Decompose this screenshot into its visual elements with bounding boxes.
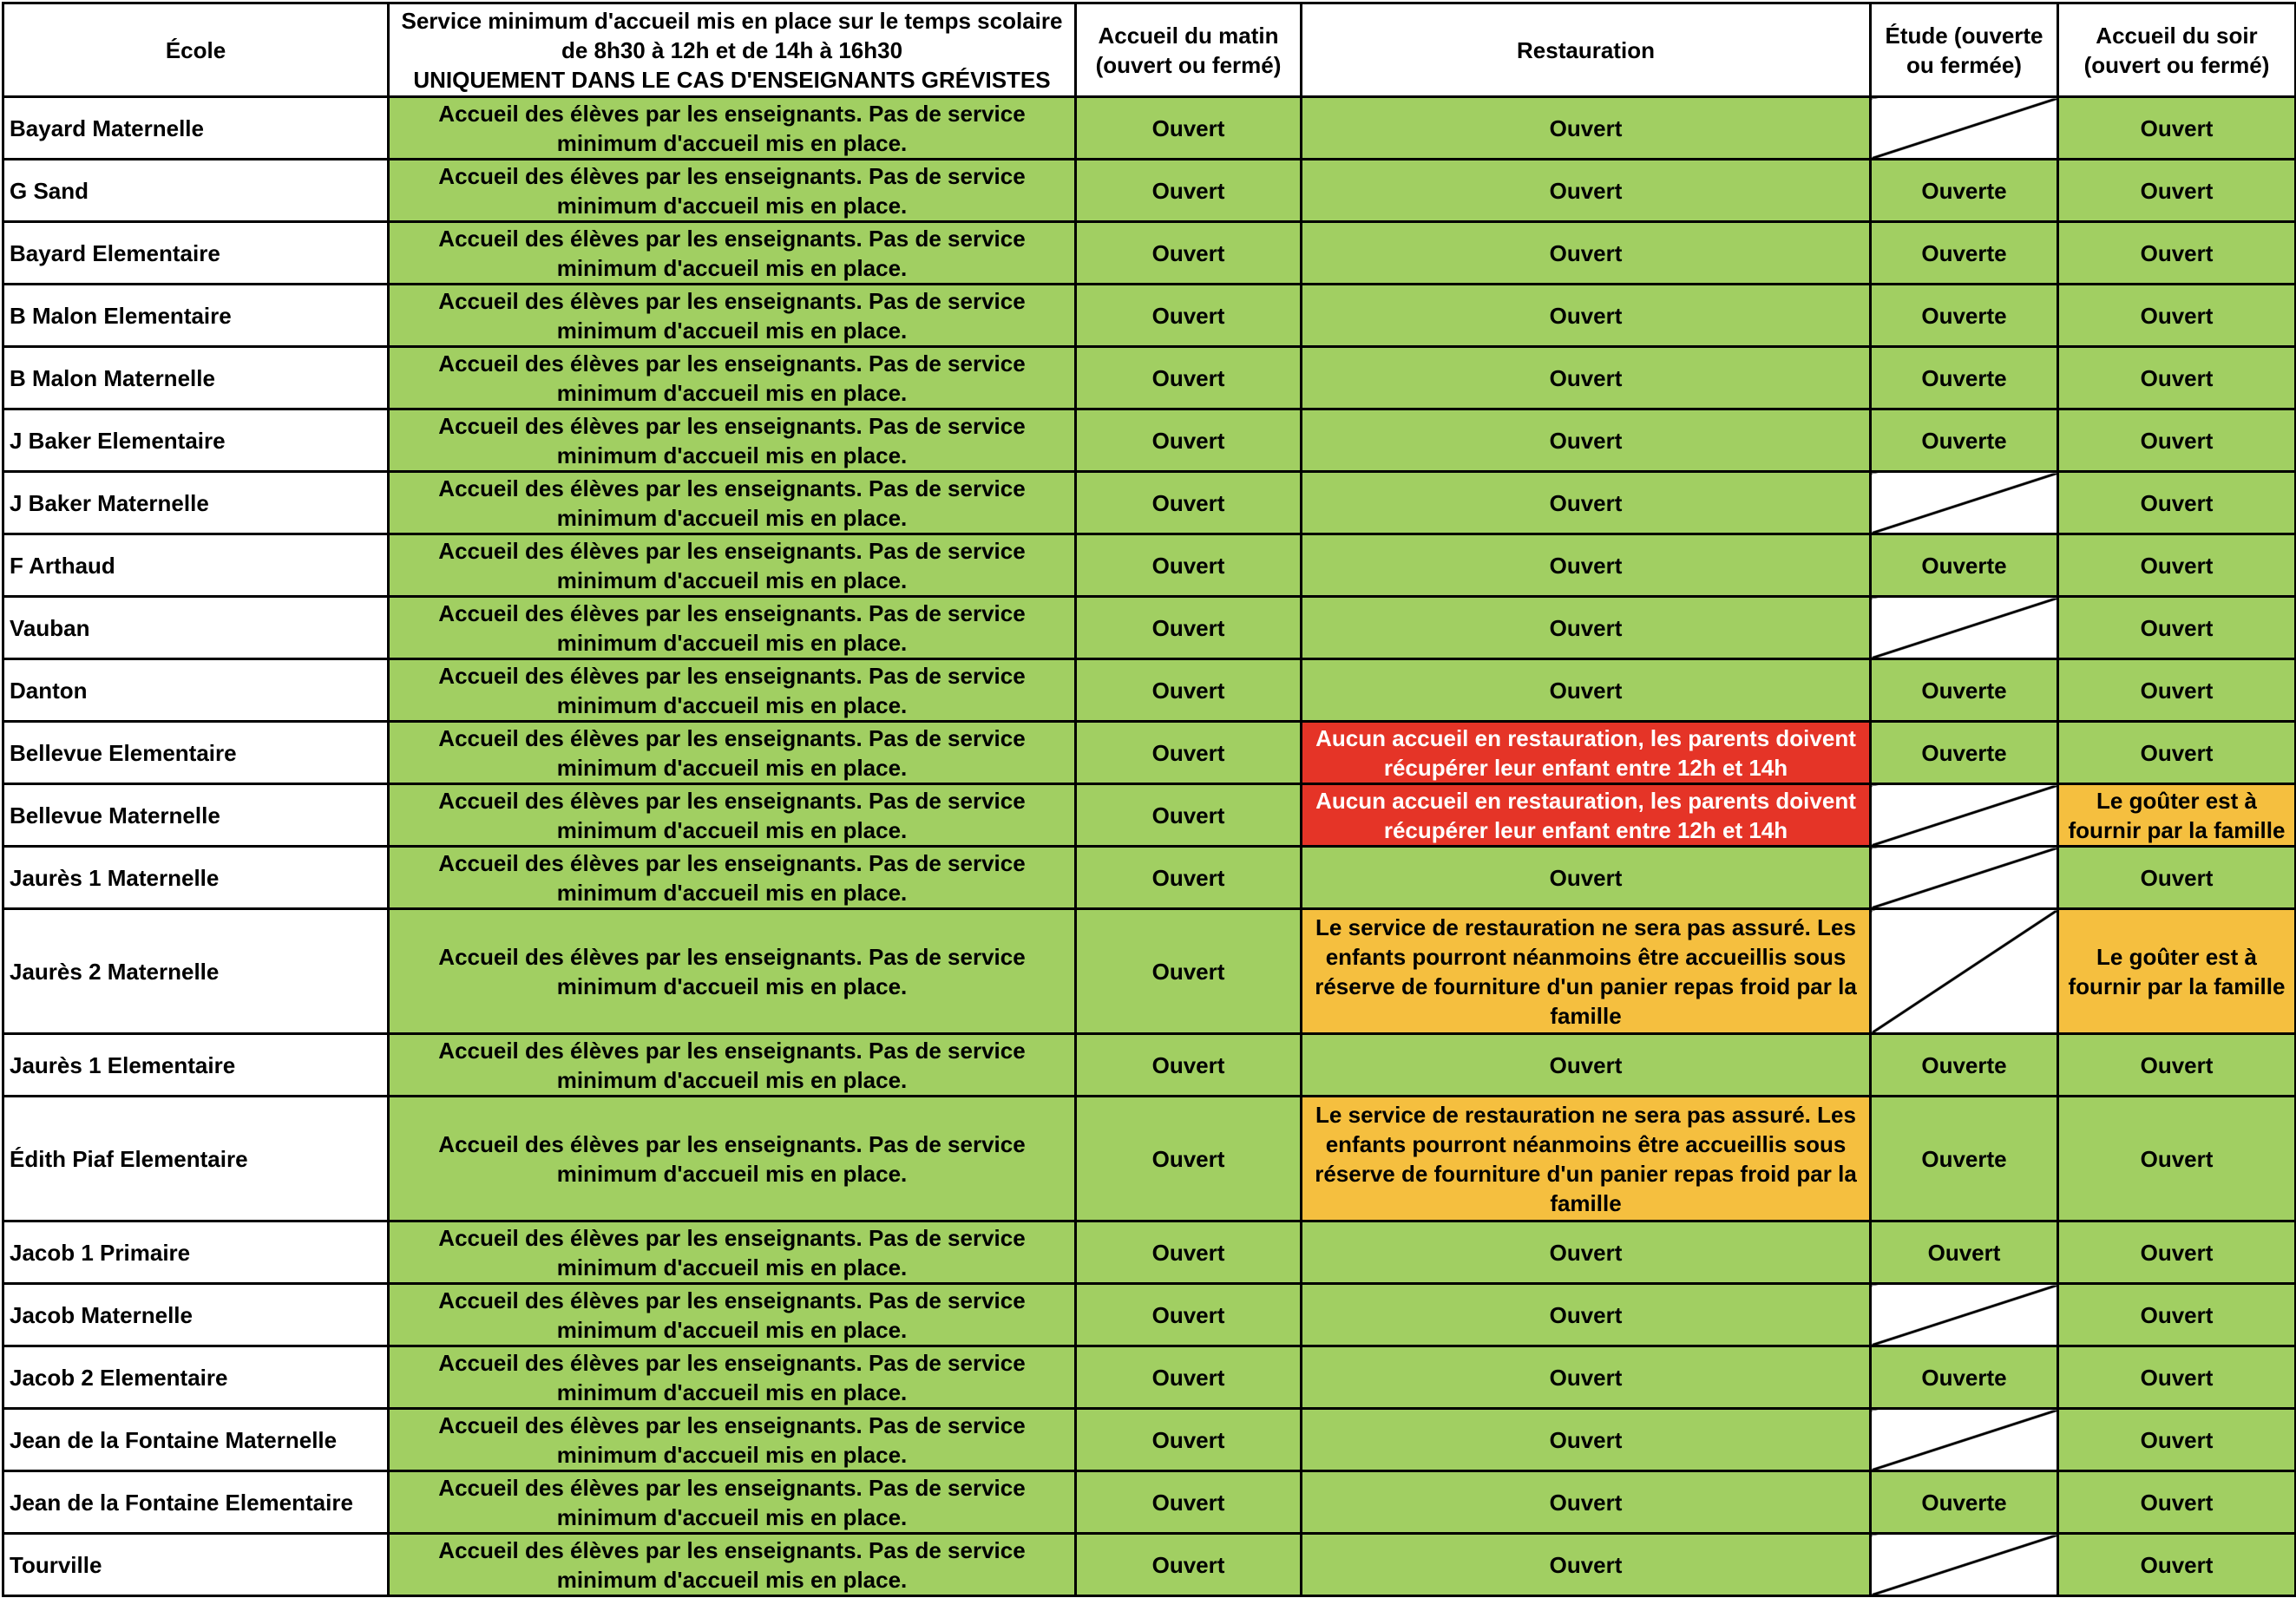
header-restauration: Restauration <box>1302 3 1871 97</box>
school-name: J Baker Elementaire <box>3 409 389 472</box>
table-row <box>3 1471 2296 1534</box>
table-row <box>3 659 2296 722</box>
etude-not-applicable <box>1871 597 2058 659</box>
school-name: Jacob 1 Primaire <box>3 1221 389 1284</box>
service-minimum-cell: Accueil des élèves par les enseignants. Pas de service minimum d'accueil mis en place. <box>389 97 1076 160</box>
service-minimum-cell: Accueil des élèves par les enseignants. Pas de service minimum d'accueil mis en place. <box>389 1409 1076 1471</box>
school-name: Tourville <box>3 1534 389 1596</box>
service-minimum-cell: Accueil des élèves par les enseignants. Pas de service minimum d'accueil mis en place. <box>389 597 1076 659</box>
restauration-cell: Ouvert <box>1302 409 1871 472</box>
restauration-cell: Ouvert <box>1302 1471 1871 1534</box>
restauration-cell: Ouvert <box>1302 472 1871 534</box>
restauration-cell: Ouvert <box>1302 1346 1871 1409</box>
table-row <box>3 847 2296 909</box>
school-name: Bellevue Maternelle <box>3 784 389 847</box>
service-minimum-cell: Accueil des élèves par les enseignants. Pas de service minimum d'accueil mis en place. <box>389 534 1076 597</box>
service-minimum-cell: Accueil des élèves par les enseignants. Pas de service minimum d'accueil mis en place. <box>389 285 1076 347</box>
morning-cell: Ouvert <box>1076 659 1302 722</box>
etude-cell: Ouverte <box>1871 222 2058 285</box>
evening-cell: Ouvert <box>2058 847 2296 909</box>
header-service-line3: UNIQUEMENT DANS LE CAS D'ENSEIGNANTS GRÉVISTES <box>413 66 1051 93</box>
evening-cell: Ouvert <box>2058 659 2296 722</box>
table-row <box>3 97 2296 160</box>
school-name: Jaurès 2 Maternelle <box>3 909 389 1034</box>
school-name: Bayard Maternelle <box>3 97 389 160</box>
school-name: Bellevue Elementaire <box>3 722 389 784</box>
service-minimum-cell: Accueil des élèves par les enseignants. Pas de service minimum d'accueil mis en place. <box>389 222 1076 285</box>
service-minimum-cell: Accueil des élèves par les enseignants. Pas de service minimum d'accueil mis en place. <box>389 909 1076 1034</box>
service-minimum-cell: Accueil des élèves par les enseignants. Pas de service minimum d'accueil mis en place. <box>389 722 1076 784</box>
service-minimum-cell: Accueil des élèves par les enseignants. Pas de service minimum d'accueil mis en place. <box>389 1471 1076 1534</box>
morning-cell: Ouvert <box>1076 160 1302 222</box>
header-service-line2: de 8h30 à 12h et de 14h à 16h30 <box>561 36 903 63</box>
morning-cell: Ouvert <box>1076 347 1302 409</box>
etude-not-applicable <box>1871 847 2058 909</box>
etude-cell: Ouverte <box>1871 1471 2058 1534</box>
restauration-cell: Ouvert <box>1302 1284 1871 1346</box>
table-row <box>3 285 2296 347</box>
evening-gouter-cell: Le goûter est à fournir par la famille <box>2058 909 2296 1034</box>
header-evening: Accueil du soir (ouvert ou fermé) <box>2058 3 2296 97</box>
etude-cell: Ouvert <box>1871 1221 2058 1284</box>
etude-cell: Ouverte <box>1871 722 2058 784</box>
morning-cell: Ouvert <box>1076 847 1302 909</box>
etude-cell: Ouverte <box>1871 659 2058 722</box>
evening-cell: Ouvert <box>2058 597 2296 659</box>
etude-not-applicable <box>1871 472 2058 534</box>
restauration-cell: Ouvert <box>1302 1409 1871 1471</box>
morning-cell: Ouvert <box>1076 222 1302 285</box>
school-name: Jean de la Fontaine Elementaire <box>3 1471 389 1534</box>
restauration-cell: Ouvert <box>1302 534 1871 597</box>
table-row <box>3 1284 2296 1346</box>
restauration-cell: Ouvert <box>1302 659 1871 722</box>
table-row <box>3 909 2296 1034</box>
evening-gouter-cell: Le goûter est à fournir par la famille <box>2058 784 2296 847</box>
morning-cell: Ouvert <box>1076 1534 1302 1596</box>
morning-cell: Ouvert <box>1076 472 1302 534</box>
evening-cell: Ouvert <box>2058 1034 2296 1097</box>
header-service-line1: Service minimum d'accueil mis en place sur le temps scolaire <box>401 7 1063 34</box>
service-minimum-cell: Accueil des élèves par les enseignants. Pas de service minimum d'accueil mis en place. <box>389 1097 1076 1221</box>
restauration-closed-cell: Aucun accueil en restauration, les parents doivent récupérer leur enfant entre 12h et 14h <box>1302 722 1871 784</box>
school-name: G Sand <box>3 160 389 222</box>
restauration-cell: Ouvert <box>1302 285 1871 347</box>
table-row <box>3 722 2296 784</box>
school-name: Jacob 2 Elementaire <box>3 1346 389 1409</box>
school-name: B Malon Maternelle <box>3 347 389 409</box>
table-row <box>3 1409 2296 1471</box>
school-name: J Baker Maternelle <box>3 472 389 534</box>
etude-cell: Ouverte <box>1871 285 2058 347</box>
header-morning: Accueil du matin (ouvert ou fermé) <box>1076 3 1302 97</box>
restauration-cell: Ouvert <box>1302 347 1871 409</box>
school-name: Vauban <box>3 597 389 659</box>
morning-cell: Ouvert <box>1076 409 1302 472</box>
etude-not-applicable <box>1871 1534 2058 1596</box>
evening-cell: Ouvert <box>2058 1221 2296 1284</box>
service-minimum-cell: Accueil des élèves par les enseignants. Pas de service minimum d'accueil mis en place. <box>389 1534 1076 1596</box>
service-minimum-cell: Accueil des élèves par les enseignants. Pas de service minimum d'accueil mis en place. <box>389 472 1076 534</box>
table-row <box>3 534 2296 597</box>
evening-cell: Ouvert <box>2058 1409 2296 1471</box>
table-row <box>3 347 2296 409</box>
restauration-cell: Ouvert <box>1302 597 1871 659</box>
etude-not-applicable <box>1871 1284 2058 1346</box>
etude-cell: Ouverte <box>1871 1034 2058 1097</box>
school-services-table <box>2 2 2296 1597</box>
table-row <box>3 409 2296 472</box>
header-row <box>3 3 2296 97</box>
school-name: Jaurès 1 Elementaire <box>3 1034 389 1097</box>
morning-cell: Ouvert <box>1076 784 1302 847</box>
restauration-cell: Ouvert <box>1302 1221 1871 1284</box>
morning-cell: Ouvert <box>1076 97 1302 160</box>
evening-cell: Ouvert <box>2058 1471 2296 1534</box>
table-row <box>3 222 2296 285</box>
evening-cell: Ouvert <box>2058 1346 2296 1409</box>
table-row <box>3 1034 2296 1097</box>
etude-not-applicable <box>1871 909 2058 1034</box>
table-row <box>3 1534 2296 1596</box>
evening-cell: Ouvert <box>2058 160 2296 222</box>
evening-cell: Ouvert <box>2058 534 2296 597</box>
table-row <box>3 1221 2296 1284</box>
school-name: Jaurès 1 Maternelle <box>3 847 389 909</box>
evening-cell: Ouvert <box>2058 347 2296 409</box>
restauration-cell: Ouvert <box>1302 160 1871 222</box>
school-name: F Arthaud <box>3 534 389 597</box>
restauration-cell: Ouvert <box>1302 1534 1871 1596</box>
evening-cell: Ouvert <box>2058 472 2296 534</box>
header-etude: Étude (ouverte ou fermée) <box>1871 3 2058 97</box>
table-row <box>3 1097 2296 1221</box>
header-school: École <box>3 3 389 97</box>
morning-cell: Ouvert <box>1076 1034 1302 1097</box>
table-row <box>3 784 2296 847</box>
morning-cell: Ouvert <box>1076 1346 1302 1409</box>
service-minimum-cell: Accueil des élèves par les enseignants. Pas de service minimum d'accueil mis en place. <box>389 847 1076 909</box>
etude-cell: Ouverte <box>1871 347 2058 409</box>
table-row <box>3 160 2296 222</box>
etude-cell: Ouverte <box>1871 1097 2058 1221</box>
restauration-cell: Ouvert <box>1302 222 1871 285</box>
evening-cell: Ouvert <box>2058 1284 2296 1346</box>
table-row <box>3 597 2296 659</box>
etude-cell: Ouverte <box>1871 160 2058 222</box>
morning-cell: Ouvert <box>1076 534 1302 597</box>
service-minimum-cell: Accueil des élèves par les enseignants. Pas de service minimum d'accueil mis en place. <box>389 1284 1076 1346</box>
school-name: Danton <box>3 659 389 722</box>
morning-cell: Ouvert <box>1076 597 1302 659</box>
evening-cell: Ouvert <box>2058 285 2296 347</box>
evening-cell: Ouvert <box>2058 409 2296 472</box>
morning-cell: Ouvert <box>1076 1409 1302 1471</box>
etude-cell: Ouverte <box>1871 1346 2058 1409</box>
restauration-panier-cell: Le service de restauration ne sera pas assuré. Les enfants pourront néanmoins être accueillis sous réserve de fourniture d'un panier repas froid par la famille <box>1302 909 1871 1034</box>
etude-not-applicable <box>1871 1409 2058 1471</box>
evening-cell: Ouvert <box>2058 722 2296 784</box>
etude-not-applicable <box>1871 784 2058 847</box>
evening-cell: Ouvert <box>2058 1097 2296 1221</box>
service-minimum-cell: Accueil des élèves par les enseignants. Pas de service minimum d'accueil mis en place. <box>389 1346 1076 1409</box>
header-service-minimum <box>389 3 1076 97</box>
school-name: Bayard Elementaire <box>3 222 389 285</box>
service-minimum-cell: Accueil des élèves par les enseignants. Pas de service minimum d'accueil mis en place. <box>389 347 1076 409</box>
school-name: Édith Piaf Elementaire <box>3 1097 389 1221</box>
morning-cell: Ouvert <box>1076 1097 1302 1221</box>
morning-cell: Ouvert <box>1076 1471 1302 1534</box>
table-row <box>3 472 2296 534</box>
service-minimum-cell: Accueil des élèves par les enseignants. Pas de service minimum d'accueil mis en place. <box>389 784 1076 847</box>
etude-cell: Ouverte <box>1871 409 2058 472</box>
service-minimum-cell: Accueil des élèves par les enseignants. Pas de service minimum d'accueil mis en place. <box>389 659 1076 722</box>
etude-cell: Ouverte <box>1871 534 2058 597</box>
etude-not-applicable <box>1871 97 2058 160</box>
morning-cell: Ouvert <box>1076 285 1302 347</box>
restauration-panier-cell: Le service de restauration ne sera pas assuré. Les enfants pourront néanmoins être accueillis sous réserve de fourniture d'un panier repas froid par la famille <box>1302 1097 1871 1221</box>
school-name: Jean de la Fontaine Maternelle <box>3 1409 389 1471</box>
school-name: Jacob Maternelle <box>3 1284 389 1346</box>
evening-cell: Ouvert <box>2058 222 2296 285</box>
service-minimum-cell: Accueil des élèves par les enseignants. Pas de service minimum d'accueil mis en place. <box>389 1221 1076 1284</box>
service-minimum-cell: Accueil des élèves par les enseignants. Pas de service minimum d'accueil mis en place. <box>389 1034 1076 1097</box>
morning-cell: Ouvert <box>1076 909 1302 1034</box>
morning-cell: Ouvert <box>1076 1284 1302 1346</box>
morning-cell: Ouvert <box>1076 722 1302 784</box>
restauration-closed-cell: Aucun accueil en restauration, les parents doivent récupérer leur enfant entre 12h et 14h <box>1302 784 1871 847</box>
service-minimum-cell: Accueil des élèves par les enseignants. Pas de service minimum d'accueil mis en place. <box>389 160 1076 222</box>
evening-cell: Ouvert <box>2058 97 2296 160</box>
table-row <box>3 1346 2296 1409</box>
morning-cell: Ouvert <box>1076 1221 1302 1284</box>
restauration-cell: Ouvert <box>1302 847 1871 909</box>
evening-cell: Ouvert <box>2058 1534 2296 1596</box>
restauration-cell: Ouvert <box>1302 1034 1871 1097</box>
school-name: B Malon Elementaire <box>3 285 389 347</box>
service-minimum-cell: Accueil des élèves par les enseignants. Pas de service minimum d'accueil mis en place. <box>389 409 1076 472</box>
restauration-cell: Ouvert <box>1302 97 1871 160</box>
